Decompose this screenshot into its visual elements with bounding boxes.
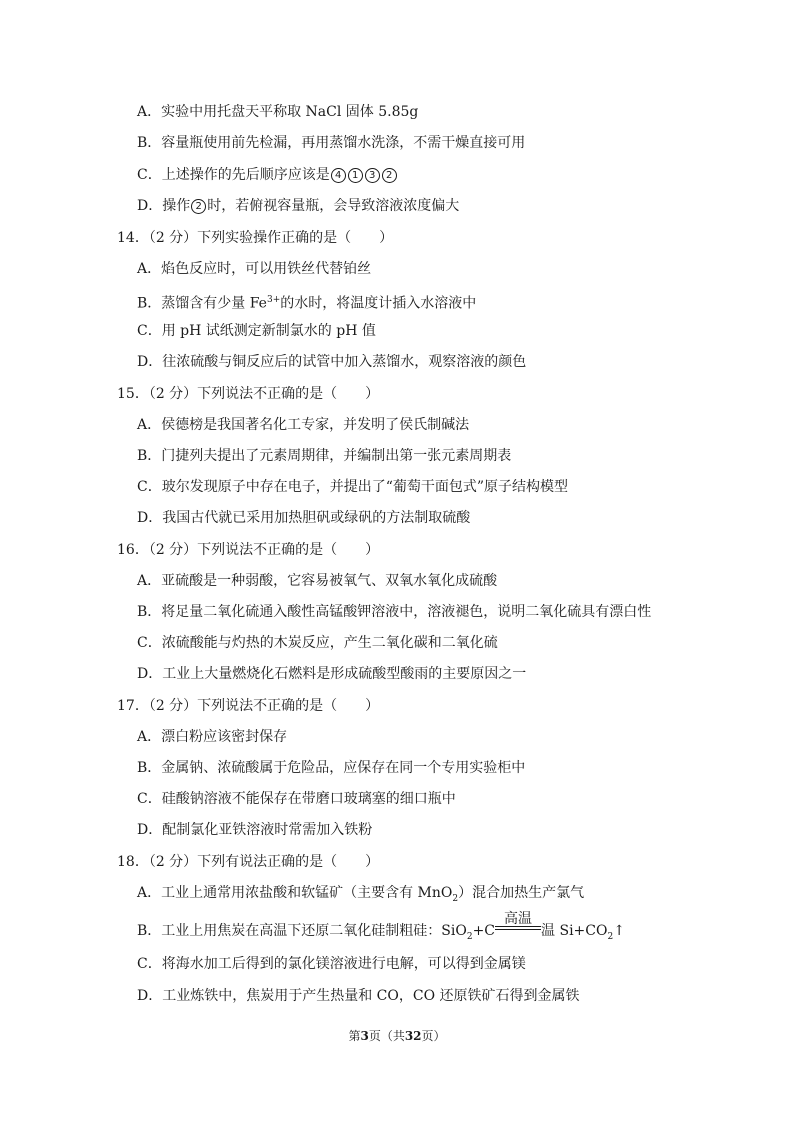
circled-number-op: 2 [191, 199, 206, 214]
q14-option-d: D．往浓硫酸与铜反应后的试管中加入蒸馏水，观察溶液的颜色 [137, 354, 527, 370]
q15-stem: 15．（2 分）下列说法不正确的是（ ） [117, 386, 380, 402]
page-footer [0, 1028, 794, 1044]
q18-option-d: D．工业炼铁中，焦炭用于产生热量和 CO，CO 还原铁矿石得到金属铁 [137, 988, 580, 1004]
q18-option-a-sub: 2 [452, 893, 459, 904]
q18-option-b-prefix: B．工业上用焦炭在高温下还原二氧化硅制粗硅：SiO [137, 923, 467, 939]
circled-number-2: 1 [348, 168, 363, 183]
q13-option-a: A．实验中用托盘天平称取 NaCl 固体 5.85g [137, 104, 419, 120]
q15-option-d: D．我国古代就已采用加热胆矾或绿矾的方法制取硫酸 [137, 510, 471, 526]
footer-page-number: 3 [360, 1029, 369, 1043]
circled-number-4: 2 [382, 168, 397, 183]
equation-bar-bottom [495, 929, 541, 930]
reaction-condition [495, 911, 541, 940]
circled-number-3: 3 [365, 168, 380, 183]
q18-option-b-sub1: 2 [466, 931, 473, 942]
q14-option-b-suffix: 的水时，将温度计插入水溶液中 [280, 295, 477, 312]
q18-option-a [137, 884, 584, 908]
q16-option-b: B．将足量二氧化硫通入酸性高锰酸钾溶液中，溶液褪色，说明二氧化硫具有漂白性 [137, 604, 652, 620]
q16-option-d: D．工业上大量燃烧化石燃料是形成硫酸型酸雨的主要原因之一 [137, 666, 527, 682]
q14-option-b-prefix: B．蒸馏含有少量 Fe [137, 295, 267, 312]
footer-middle: 页（共 [368, 1029, 405, 1043]
q14-stem: 14．（2 分）下列实验操作正确的是（ ） [117, 230, 394, 246]
q18-option-a-prefix: A．工业上通常用浓盐酸和软锰矿（主要含有 MnO [137, 885, 453, 901]
circled-number-1: 4 [331, 168, 346, 183]
q13-option-d [137, 197, 459, 215]
q18-option-a-suffix: ）混合加热生产氯气 [458, 885, 585, 901]
q17-option-c: C．硅酸钠溶液不能保存在带磨口玻璃塞的细口瓶中 [137, 791, 456, 807]
q13-option-c-text: C．上述操作的先后顺序应该是 [137, 167, 330, 183]
q14-option-b [137, 291, 476, 313]
q15-option-b: B．门捷列夫提出了元素周期律，并编制出第一张元素周期表 [137, 448, 512, 464]
q14-option-c: C．用 pH 试纸测定新制氯水的 pH 值 [137, 323, 376, 339]
equation-bar-top [495, 926, 541, 927]
q13-option-c [137, 166, 398, 184]
q13-option-d-suffix: 时，若俯视容量瓶，会导致溶液浓度偏大 [207, 198, 460, 214]
q18-stem: 18．（2 分）下列有说法正确的是（ ） [117, 854, 380, 870]
q17-stem: 17．（2 分）下列说法不正确的是（ ） [117, 698, 380, 714]
q16-option-c: C．浓硫酸能与灼热的木炭反应，产生二氧化碳和二氧化硫 [137, 635, 498, 651]
q17-option-d: D．配制氯化亚铁溶液时常需加入铁粉 [137, 822, 373, 838]
q18-option-b-sub2: 2 [607, 931, 614, 942]
reaction-condition-text: 高温 [504, 911, 533, 927]
q13-option-d-prefix: D．操作 [137, 198, 191, 214]
q17-option-a: A．漂白粉应该密封保存 [137, 729, 288, 745]
q15-option-c: C．玻尔发现原子中存在电子，并提出了“葡萄干面包式”原子结构模型 [137, 479, 569, 495]
footer-prefix: 第 [348, 1029, 361, 1043]
q18-option-b [137, 911, 625, 946]
q14-option-b-sup: 3+ [266, 295, 281, 305]
q15-option-a: A．侯德榜是我国著名化工专家，并发明了侯氏制碱法 [137, 417, 470, 433]
footer-suffix: 页） [421, 1029, 446, 1043]
q17-option-b: B．金属钠、浓硫酸属于危险品，应保存在同一个专用实验柜中 [137, 760, 526, 776]
q18-option-c: C．将海水加工后得到的氯化镁溶液进行电解，可以得到金属镁 [137, 956, 526, 972]
q18-option-b-after: 温 Si+CO [541, 923, 608, 939]
q14-option-a: A．焰色反应时，可以用铁丝代替铂丝 [137, 261, 372, 277]
gas-arrow-icon: ↑ [613, 923, 625, 939]
q16-stem: 16．（2 分）下列说法不正确的是（ ） [117, 542, 380, 558]
footer-total-pages: 32 [404, 1029, 422, 1043]
q13-option-b: B．容量瓶使用前先检漏，再用蒸馏水洗涤，不需干燥直接可用 [137, 135, 526, 151]
q16-option-a: A．亚硫酸是一种弱酸，它容易被氧气、双氧水氧化成硫酸 [137, 573, 498, 589]
q18-option-b-mid: +C [472, 923, 496, 939]
